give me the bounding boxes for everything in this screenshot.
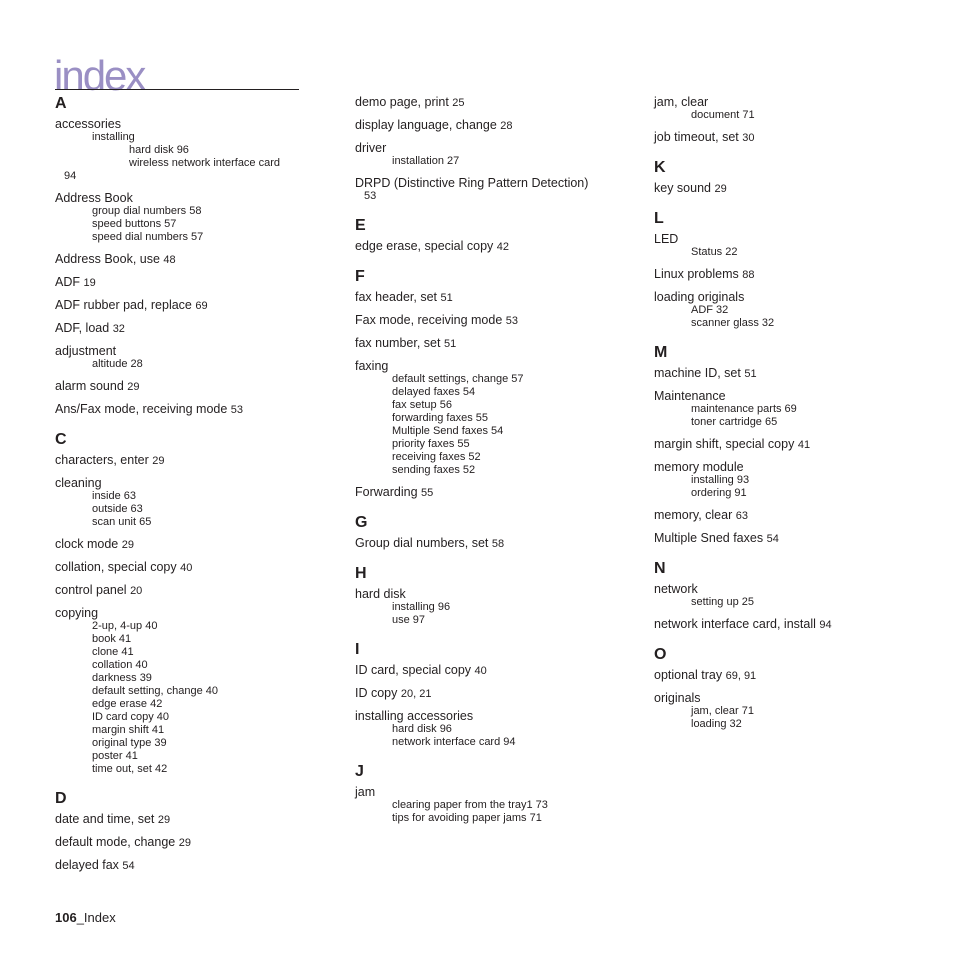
index-section bbox=[654, 560, 944, 632]
entry-line bbox=[55, 275, 345, 290]
entry-line bbox=[355, 141, 645, 155]
entry-term: Forwarding bbox=[355, 485, 418, 499]
entry-term: optional tray bbox=[654, 668, 723, 682]
entry-line bbox=[654, 437, 944, 452]
entry-page: 51 bbox=[443, 338, 457, 350]
entry-line bbox=[55, 560, 345, 575]
entry-term: key sound bbox=[654, 181, 711, 195]
entry-term: adjustment bbox=[55, 344, 117, 358]
index-entry bbox=[55, 252, 345, 267]
entry-page: 29 bbox=[121, 539, 134, 551]
entry-line bbox=[355, 290, 645, 305]
entry-term: delayed fax bbox=[55, 858, 119, 872]
section-letter: J bbox=[355, 763, 364, 780]
index-column-3 bbox=[654, 95, 944, 731]
entry-term: margin shift, special copy bbox=[654, 437, 795, 451]
entry-page: 48 bbox=[163, 254, 176, 266]
entry-page: 41 bbox=[797, 439, 811, 451]
index-section bbox=[355, 95, 645, 203]
entry-line bbox=[55, 537, 345, 552]
entry-line bbox=[654, 267, 944, 282]
entry-line bbox=[55, 583, 345, 598]
entry-line bbox=[654, 460, 944, 474]
entry-line bbox=[654, 290, 944, 304]
subentry: darkness 39 bbox=[92, 672, 152, 684]
index-entry bbox=[654, 366, 944, 381]
entry-term: Group dial numbers, set bbox=[355, 536, 489, 550]
index-section bbox=[654, 344, 944, 546]
index-section bbox=[355, 763, 645, 825]
index-entry bbox=[355, 785, 645, 825]
index-entry bbox=[654, 290, 944, 330]
entry-term: date and time, set bbox=[55, 812, 155, 826]
entry-term: characters, enter bbox=[55, 453, 149, 467]
index-entry bbox=[654, 531, 944, 546]
entry-line bbox=[355, 118, 645, 133]
index-section bbox=[355, 514, 645, 551]
index-entry bbox=[55, 275, 345, 290]
subentry: scanner glass 32 bbox=[691, 317, 775, 329]
index-section bbox=[654, 210, 944, 330]
entry-line bbox=[654, 531, 944, 546]
index-section bbox=[55, 431, 345, 776]
entry-page-continued: 53 bbox=[364, 190, 377, 202]
entry-term: driver bbox=[355, 141, 387, 155]
entry-page: 88 bbox=[742, 269, 755, 281]
subentry: scan unit 65 bbox=[92, 516, 152, 528]
index-entry bbox=[355, 686, 645, 701]
index-entry bbox=[355, 95, 645, 110]
subentry: inside 63 bbox=[92, 490, 137, 502]
entry-line bbox=[654, 508, 944, 523]
index-entry bbox=[55, 537, 345, 552]
subentry: use 97 bbox=[392, 614, 426, 626]
index-entry bbox=[355, 485, 645, 500]
entry-line bbox=[355, 313, 645, 328]
index-entry bbox=[654, 130, 944, 145]
entry-term: installing accessories bbox=[355, 709, 474, 723]
entry-term: ID copy bbox=[355, 686, 398, 700]
subentry: speed dial numbers 57 bbox=[92, 231, 204, 243]
subentry: sending faxes 52 bbox=[392, 464, 476, 476]
index-entry bbox=[355, 587, 645, 627]
index-section bbox=[654, 159, 944, 196]
index-entry bbox=[654, 582, 944, 609]
index-entry bbox=[355, 141, 645, 168]
subentry: time out, set 42 bbox=[92, 763, 168, 775]
entry-line bbox=[355, 536, 645, 551]
index-entry bbox=[355, 176, 645, 203]
entry-line bbox=[355, 485, 645, 500]
section-letter: I bbox=[355, 641, 360, 658]
entry-page: 55 bbox=[421, 487, 434, 499]
subentry: hard disk 96 bbox=[392, 723, 452, 735]
entry-term: faxing bbox=[355, 359, 389, 373]
index-section bbox=[654, 95, 944, 145]
index-entry bbox=[355, 709, 645, 749]
entry-term: control panel bbox=[55, 583, 127, 597]
subentry: delayed faxes 54 bbox=[392, 386, 476, 398]
index-entry bbox=[55, 476, 345, 529]
subentry: book 41 bbox=[92, 633, 132, 645]
entry-term: Ans/Fax mode, receiving mode bbox=[55, 402, 228, 416]
entry-term: Address Book, use bbox=[55, 252, 160, 266]
index-entry bbox=[55, 453, 345, 468]
entry-line bbox=[55, 606, 345, 620]
entry-term: job timeout, set bbox=[654, 130, 739, 144]
entry-term: ADF rubber pad, replace bbox=[55, 298, 192, 312]
entry-line bbox=[355, 663, 645, 678]
section-letter: C bbox=[55, 431, 67, 448]
entry-page: 20, 21 bbox=[400, 688, 432, 700]
entry-page: 25 bbox=[452, 97, 465, 109]
entry-term: jam, clear bbox=[654, 95, 709, 109]
subentry: network interface card 94 bbox=[392, 736, 516, 748]
index-entry bbox=[55, 402, 345, 417]
entry-page: 29 bbox=[714, 183, 727, 195]
entry-line bbox=[355, 95, 645, 110]
entry-term: fax number, set bbox=[355, 336, 441, 350]
entry-term: ADF bbox=[55, 275, 80, 289]
entry-line bbox=[355, 709, 645, 723]
entry-page: 32 bbox=[112, 323, 125, 335]
index-entry bbox=[355, 359, 645, 477]
entry-line bbox=[654, 232, 944, 246]
entry-page: 29 bbox=[157, 814, 171, 826]
entry-term: DRPD (Distinctive Ring Pattern Detection) bbox=[355, 176, 589, 190]
entry-page: 40 bbox=[474, 665, 487, 677]
index-entry bbox=[355, 663, 645, 678]
index-entry bbox=[654, 460, 944, 500]
subentry: original type 39 bbox=[92, 737, 167, 749]
entry-term: demo page, print bbox=[355, 95, 449, 109]
subentry: clone 41 bbox=[92, 646, 134, 658]
entry-page: 40 bbox=[180, 562, 193, 574]
subentry: jam, clear 71 bbox=[691, 705, 754, 717]
entry-page: 42 bbox=[496, 241, 510, 253]
entry-line bbox=[55, 117, 345, 131]
index-entry bbox=[355, 239, 645, 254]
section-letter: N bbox=[654, 560, 666, 577]
entry-line bbox=[355, 785, 645, 799]
entry-line bbox=[55, 344, 345, 358]
entry-term: display language, change bbox=[355, 118, 497, 132]
index-entry bbox=[55, 812, 345, 827]
index-entry bbox=[55, 583, 345, 598]
index-entry bbox=[355, 118, 645, 133]
section-letter: H bbox=[355, 565, 367, 582]
entry-term: ID card, special copy bbox=[355, 663, 472, 677]
entry-term: Fax mode, receiving mode bbox=[355, 313, 503, 327]
index-section bbox=[355, 565, 645, 627]
subentry: setting up 25 bbox=[691, 596, 754, 608]
index-entry bbox=[654, 95, 944, 122]
entry-page: 20 bbox=[130, 585, 143, 597]
entry-term: copying bbox=[55, 606, 99, 620]
entry-line bbox=[654, 691, 944, 705]
entry-page: 53 bbox=[230, 404, 244, 416]
index-entry bbox=[654, 668, 944, 683]
subentry: installing 93 bbox=[691, 474, 750, 486]
subentry: ID card copy 40 bbox=[92, 711, 170, 723]
entry-line bbox=[654, 582, 944, 596]
entry-line bbox=[55, 191, 345, 205]
subentry: 2-up, 4-up 40 bbox=[92, 620, 158, 632]
footer-label: _Index bbox=[76, 910, 116, 925]
subentry: document 71 bbox=[691, 109, 755, 121]
entry-line bbox=[355, 686, 645, 701]
index-entry bbox=[355, 313, 645, 328]
entry-term: hard disk bbox=[355, 587, 406, 601]
entry-term: fax header, set bbox=[355, 290, 438, 304]
entry-term: LED bbox=[654, 232, 679, 246]
index-section bbox=[55, 95, 345, 417]
section-letter: E bbox=[355, 217, 366, 234]
entry-page: 51 bbox=[744, 368, 757, 380]
subentry: default settings, change 57 bbox=[392, 373, 524, 385]
index-entry bbox=[55, 379, 345, 394]
entry-page: 19 bbox=[83, 277, 96, 289]
entry-line bbox=[55, 379, 345, 394]
page-footer bbox=[55, 910, 116, 925]
entry-line bbox=[55, 298, 345, 313]
index-section bbox=[55, 790, 345, 873]
entry-page: 51 bbox=[440, 292, 453, 304]
entry-line bbox=[355, 336, 645, 351]
subentry: forwarding faxes 55 bbox=[392, 412, 488, 424]
subentry: ordering 91 bbox=[691, 487, 747, 499]
entry-page: 58 bbox=[491, 538, 505, 550]
entry-term: default mode, change bbox=[55, 835, 176, 849]
entry-term: originals bbox=[654, 691, 701, 705]
entry-line bbox=[654, 617, 944, 632]
subentry: loading 32 bbox=[691, 718, 742, 730]
entry-term: network bbox=[654, 582, 698, 596]
index-section bbox=[355, 641, 645, 749]
subentry: altitude 28 bbox=[92, 358, 143, 370]
entry-line bbox=[654, 130, 944, 145]
entry-page: 28 bbox=[500, 120, 513, 132]
entry-line bbox=[355, 587, 645, 601]
index-entry bbox=[355, 536, 645, 551]
index-entry bbox=[654, 389, 944, 429]
entry-term: ADF, load bbox=[55, 321, 110, 335]
subentry: ADF 32 bbox=[691, 304, 729, 316]
subentry: receiving faxes 52 bbox=[392, 451, 481, 463]
entry-page: 29 bbox=[152, 455, 165, 467]
subentry: priority faxes 55 bbox=[392, 438, 470, 450]
subsubentry: hard disk 96 bbox=[129, 144, 189, 156]
entry-term: clock mode bbox=[55, 537, 119, 551]
entry-term: edge erase, special copy bbox=[355, 239, 494, 253]
index-entry bbox=[55, 858, 345, 873]
section-letter: O bbox=[654, 646, 667, 663]
entry-page: 53 bbox=[505, 315, 519, 327]
section-letter: G bbox=[355, 514, 368, 531]
entry-line bbox=[355, 176, 645, 190]
entry-line bbox=[55, 252, 345, 267]
index-section bbox=[654, 646, 944, 731]
subentry: poster 41 bbox=[92, 750, 138, 762]
index-entry bbox=[355, 336, 645, 351]
subentry: outside 63 bbox=[92, 503, 143, 515]
entry-term: loading originals bbox=[654, 290, 745, 304]
entry-line bbox=[55, 858, 345, 873]
entry-line bbox=[654, 95, 944, 109]
subentry: tips for avoiding paper jams 71 bbox=[392, 812, 542, 824]
index-entry bbox=[55, 344, 345, 371]
subentry: margin shift 41 bbox=[92, 724, 165, 736]
index-entry bbox=[654, 437, 944, 452]
index-entry bbox=[355, 290, 645, 305]
entry-page: 54 bbox=[766, 533, 779, 545]
entry-line bbox=[55, 812, 345, 827]
entry-line bbox=[654, 366, 944, 381]
subsubentry: wireless network interface card bbox=[129, 157, 281, 169]
entry-line bbox=[55, 476, 345, 490]
entry-term: Maintenance bbox=[654, 389, 726, 403]
subentry: speed buttons 57 bbox=[92, 218, 177, 230]
subentry: installation 27 bbox=[392, 155, 460, 167]
entry-line bbox=[355, 239, 645, 254]
entry-line bbox=[654, 181, 944, 196]
index-entry bbox=[55, 298, 345, 313]
section-letter: M bbox=[654, 344, 668, 361]
entry-term: accessories bbox=[55, 117, 121, 131]
subentry: group dial numbers 58 bbox=[92, 205, 202, 217]
entry-term: Multiple Sned faxes bbox=[654, 531, 764, 545]
subentry: default setting, change 40 bbox=[92, 685, 218, 697]
entry-line bbox=[654, 668, 944, 683]
entry-page: 69 bbox=[195, 300, 208, 312]
section-letter: A bbox=[55, 95, 67, 112]
subentry: collation 40 bbox=[92, 659, 148, 671]
entry-term: jam bbox=[355, 785, 376, 799]
title-rule bbox=[55, 89, 299, 90]
section-letter: F bbox=[355, 268, 365, 285]
subentry: fax setup 56 bbox=[392, 399, 452, 411]
page-title: index bbox=[54, 52, 145, 99]
index-entry bbox=[55, 560, 345, 575]
section-letter: D bbox=[55, 790, 67, 807]
index-entry bbox=[654, 617, 944, 632]
entry-page: 54 bbox=[122, 860, 135, 872]
subentry: installing bbox=[92, 131, 135, 143]
entry-page: 63 bbox=[735, 510, 748, 522]
subentry: Multiple Send faxes 54 bbox=[392, 425, 504, 437]
entry-line bbox=[55, 402, 345, 417]
entry-line bbox=[355, 359, 645, 373]
index-entry bbox=[55, 606, 345, 776]
section-letter: K bbox=[654, 159, 666, 176]
subentry: maintenance parts 69 bbox=[691, 403, 797, 415]
entry-term: memory module bbox=[654, 460, 744, 474]
index-entry bbox=[55, 117, 345, 183]
entry-term: Address Book bbox=[55, 191, 133, 205]
entry-term: network interface card, install bbox=[654, 617, 816, 631]
subentry: edge erase 42 bbox=[92, 698, 163, 710]
entry-line bbox=[55, 835, 345, 850]
entry-page: 94 bbox=[819, 619, 832, 631]
index-entry bbox=[55, 835, 345, 850]
entry-term: cleaning bbox=[55, 476, 102, 490]
subentry: Status 22 bbox=[691, 246, 738, 258]
entry-line bbox=[55, 321, 345, 336]
index-entry bbox=[654, 508, 944, 523]
index-entry bbox=[654, 691, 944, 731]
index-entry bbox=[654, 181, 944, 196]
entry-term: memory, clear bbox=[654, 508, 733, 522]
entry-page: 30 bbox=[742, 132, 755, 144]
subentry: clearing paper from the tray1 73 bbox=[392, 799, 548, 811]
subentry: toner cartridge 65 bbox=[691, 416, 778, 428]
index-entry bbox=[654, 232, 944, 259]
index-entry bbox=[55, 191, 345, 244]
index-section bbox=[355, 268, 645, 500]
index-entry bbox=[55, 321, 345, 336]
page-number: 106 bbox=[55, 910, 77, 925]
entry-term: alarm sound bbox=[55, 379, 124, 393]
section-letter: L bbox=[654, 210, 664, 227]
entry-term: machine ID, set bbox=[654, 366, 741, 380]
index-section bbox=[355, 217, 645, 254]
subentry: installing 96 bbox=[392, 601, 451, 613]
subsubentry-page-continued: 94 bbox=[64, 170, 77, 182]
entry-page: 29 bbox=[178, 837, 191, 849]
entry-line bbox=[55, 453, 345, 468]
entry-page: 29 bbox=[127, 381, 140, 393]
entry-page: 69, 91 bbox=[725, 670, 757, 682]
entry-line bbox=[654, 389, 944, 403]
index-column-2 bbox=[355, 95, 645, 825]
index-entry bbox=[654, 267, 944, 282]
index-column-1 bbox=[55, 95, 345, 873]
entry-term: collation, special copy bbox=[55, 560, 177, 574]
entry-term: Linux problems bbox=[654, 267, 739, 281]
